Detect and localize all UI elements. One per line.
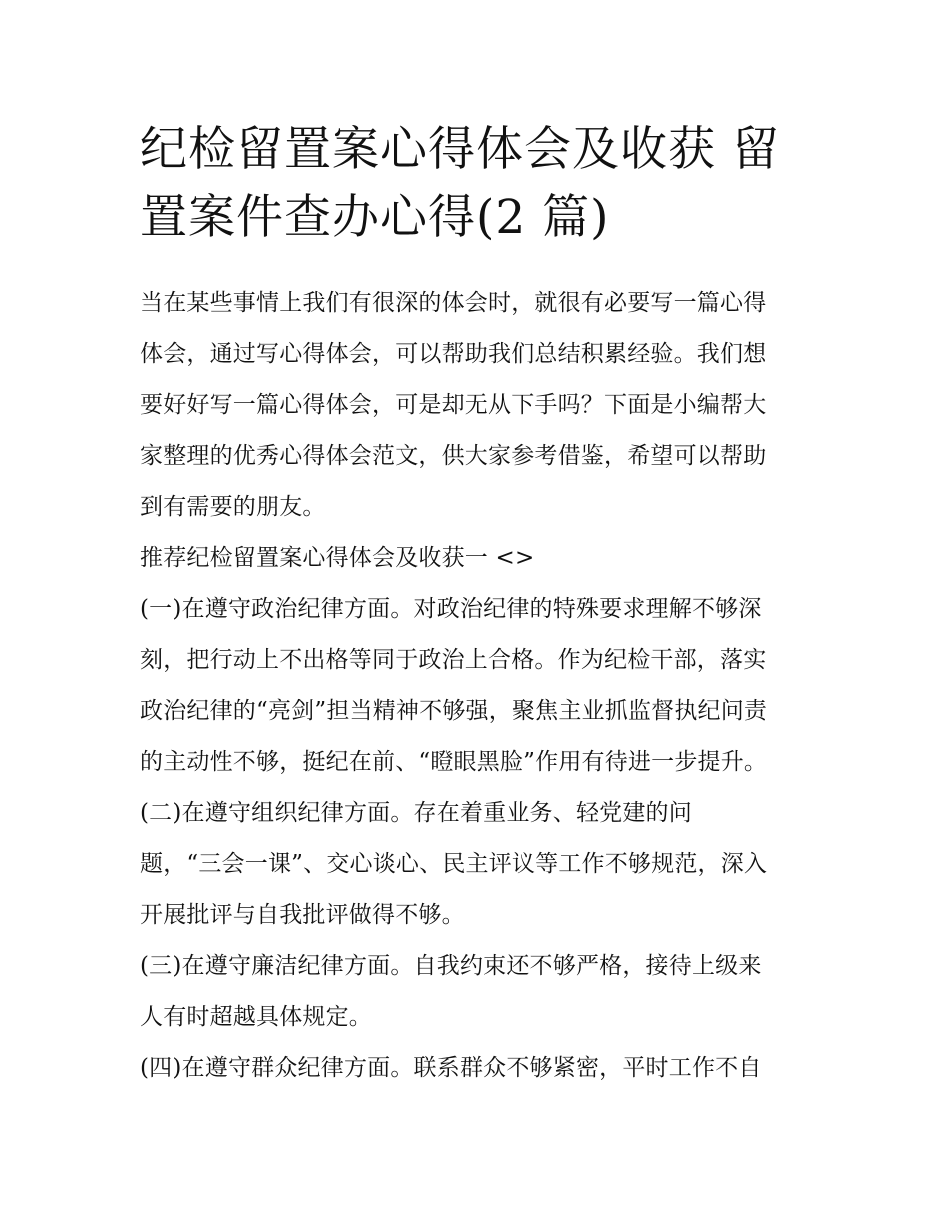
title-line-2: 置案件查办心得(2 篇) bbox=[140, 190, 610, 245]
body-line: 题，“三会一课”、交心谈心、民主评议等工作不够规范，深入 bbox=[140, 851, 768, 877]
body-line: 人有时超越具体规定。 bbox=[140, 1004, 372, 1030]
body-line: 政治纪律的“亮剑”担当精神不够强，聚焦主业抓监督执纪问责 bbox=[140, 698, 768, 724]
body-line: 家整理的优秀心得体会范文，供大家参考借鉴，希望可以帮助 bbox=[140, 443, 767, 469]
body-line: (三)在遵守廉洁纪律方面。自我约束还不够严格，接待上级来 bbox=[140, 953, 762, 979]
body-line: (四)在遵守群众纪律方面。联系群众不够紧密，平时工作不自 bbox=[140, 1055, 762, 1081]
document-body bbox=[140, 278, 812, 1094]
body-line: 要好好写一篇心得体会，可是却无从下手吗？下面是小编帮大 bbox=[140, 392, 767, 418]
title-line-1: 纪检留置案心得体会及收获 留 bbox=[140, 122, 780, 177]
body-line: 刻，把行动上不出格等同于政治上合格。作为纪检干部，落实 bbox=[140, 647, 767, 673]
body-line: 的主动性不够，挺纪在前、“瞪眼黑脸”作用有待进一步提升。 bbox=[140, 749, 768, 775]
body-line: 当在某些事情上我们有很深的体会时，就很有必要写一篇心得 bbox=[140, 290, 767, 316]
body-line: (二)在遵守组织纪律方面。存在着重业务、轻党建的问 bbox=[140, 800, 692, 826]
body-line: 体会，通过写心得体会，可以帮助我们总结积累经验。我们想 bbox=[140, 341, 767, 367]
document-title bbox=[140, 116, 820, 252]
section-heading: 推荐纪检留置案心得体会及收获一 <> bbox=[140, 545, 535, 571]
body-line: 开展批评与自我批评做得不够。 bbox=[140, 902, 465, 928]
body-line: 到有需要的朋友。 bbox=[140, 494, 326, 520]
body-line: (一)在遵守政治纪律方面。对政治纪律的特殊要求理解不够深 bbox=[140, 596, 762, 622]
